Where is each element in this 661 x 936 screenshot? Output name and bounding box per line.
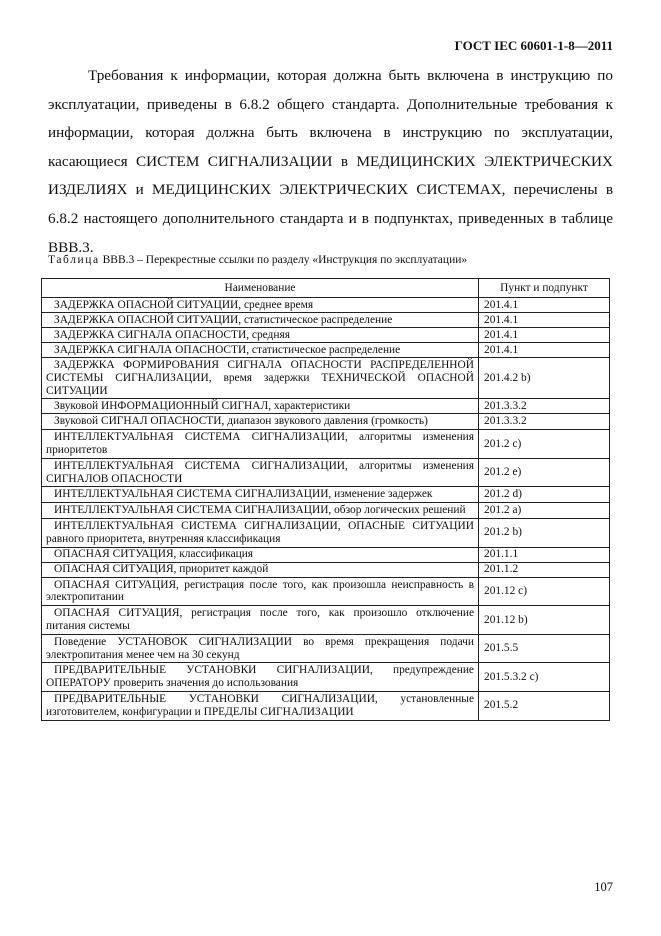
row-ref-cell: 201.5.2 [479,691,610,720]
table-row [42,430,610,459]
table-row [42,518,610,547]
table-row [42,577,610,606]
row-name-cell: ОПАСНАЯ СИТУАЦИЯ, приоритет каждой [42,562,479,577]
row-name-cell: ЗАДЕРЖКА СИГНАЛА ОПАСНОСТИ, статистическое распределение [42,343,479,358]
row-name-cell: ИНТЕЛЛЕКТУАЛЬНАЯ СИСТЕМА СИГНАЛИЗАЦИИ, изменение задержек [42,487,479,503]
table-row [42,414,610,430]
column-header-ref: Пункт и подпункт [479,279,610,298]
table-caption [48,254,618,266]
table-row [42,691,610,720]
row-ref-cell: 201.5.3.2 c) [479,663,610,692]
table-row [42,503,610,519]
row-name-cell: ЗАДЕРЖКА ОПАСНОЙ СИТУАЦИИ, статистическое распределение [42,313,479,328]
row-name-cell: Звуковой СИГНАЛ ОПАСНОСТИ, диапазон звукового давления (громкость) [42,414,479,430]
table-row [42,458,610,487]
row-ref-cell: 201.3.3.2 [479,414,610,430]
table-row [42,663,610,692]
row-ref-cell: 201.2 d) [479,487,610,503]
table-row [42,343,610,358]
row-ref-cell: 201.3.3.2 [479,399,610,414]
row-ref-cell: 201.12 c) [479,577,610,606]
table-row [42,547,610,562]
row-name-cell: ИНТЕЛЛЕКТУАЛЬНАЯ СИСТЕМА СИГНАЛИЗАЦИИ, ОПАСНЫЕ СИТУАЦИИ равного приоритета, внутренняя классификация [42,518,479,547]
row-name-cell: ЗАДЕРЖКА ФОРМИРОВАНИЯ СИГНАЛА ОПАСНОСТИ РАСПРЕДЕЛЕННОЙ СИСТЕМЫ СИГНАЛИЗАЦИИ, время задержки ТЕХНИЧЕСКОЙ ОПАСНОЙ СИТУАЦИИ [42,358,479,399]
table-row [42,313,610,328]
table-row [42,328,610,343]
row-ref-cell: 201.4.1 [479,343,610,358]
row-ref-cell: 201.1.1 [479,547,610,562]
row-name-cell: ИНТЕЛЛЕКТУАЛЬНАЯ СИСТЕМА СИГНАЛИЗАЦИИ, алгоритмы изменения приоритетов [42,430,479,459]
row-ref-cell: 201.2 c) [479,430,610,459]
row-ref-cell: 201.2 e) [479,458,610,487]
row-name-cell: ЗАДЕРЖКА ОПАСНОЙ СИТУАЦИИ, среднее время [42,298,479,313]
row-name-cell: Поведение УСТАНОВОК СИГНАЛИЗАЦИИ во время прекращения подачи электропитания менее чем на 30 секунд [42,634,479,663]
table-caption-text: ВВВ.3 – Перекрестные ссылки по разделу «Инструкция по эксплуатации» [102,254,468,266]
table-caption-label: Таблица [48,254,100,266]
row-ref-cell: 201.4.1 [479,313,610,328]
row-name-cell: ПРЕДВАРИТЕЛЬНЫЕ УСТАНОВКИ СИГНАЛИЗАЦИИ, установленные изготовителем, конфигурации и ПРЕДЕЛЫ СИГНАЛИЗАЦИИ [42,691,479,720]
row-ref-cell: 201.4.1 [479,298,610,313]
row-ref-cell: 201.2 a) [479,503,610,519]
table-row [42,358,610,399]
table-row [42,399,610,414]
row-ref-cell: 201.5.5 [479,634,610,663]
column-header-name: Наименование [42,279,479,298]
row-name-cell: Звуковой ИНФОРМАЦИОННЫЙ СИГНАЛ, характеристики [42,399,479,414]
page-number: 107 [594,880,613,894]
row-name-cell: ОПАСНАЯ СИТУАЦИЯ, классификация [42,547,479,562]
row-name-cell: ИНТЕЛЛЕКТУАЛЬНАЯ СИСТЕМА СИГНАЛИЗАЦИИ, обзор логических решений [42,503,479,519]
row-name-cell: ОПАСНАЯ СИТУАЦИЯ, регистрация после того, как произошла неисправность в электропитании [42,577,479,606]
table-header-row [42,279,610,298]
intro-paragraph: Требования к информации, которая должна быть включена в инструкцию по эксплуатации, приведены в 6.8.2 общего стандарта. Дополнительные требования к информации, которая должна быть включена в инструкцию по эксплуатации, касающиеся СИСТЕМ СИГНАЛИЗАЦИИ в МЕДИЦИНСКИХ ЭЛЕКТРИЧЕСКИХ ИЗДЕЛИЯХ и МЕДИЦИНСКИХ ЭЛЕКТРИЧЕСКИХ СИСТЕМАХ, перечислены в 6.8.2 настоящего дополнительного стандарта и в подпунктах, приведенных в таблице ВВВ.3. [48,67,613,256]
cross-reference-table [41,278,610,721]
table-row [42,487,610,503]
row-ref-cell: 201.1.2 [479,562,610,577]
table-row [42,562,610,577]
row-ref-cell: 201.12 b) [479,606,610,635]
row-name-cell: ЗАДЕРЖКА СИГНАЛА ОПАСНОСТИ, средняя [42,328,479,343]
table-body [42,298,610,721]
row-name-cell: ИНТЕЛЛЕКТУАЛЬНАЯ СИСТЕМА СИГНАЛИЗАЦИИ, алгоритмы изменения СИГНАЛОВ ОПАСНОСТИ [42,458,479,487]
row-name-cell: ОПАСНАЯ СИТУАЦИЯ, регистрация после того, как произошло отключение питания системы [42,606,479,635]
table-row [42,298,610,313]
row-ref-cell: 201.4.1 [479,328,610,343]
table-row [42,634,610,663]
row-ref-cell: 201.2 b) [479,518,610,547]
page-header: ГОСТ IEC 60601-1-8—2011 [454,38,613,53]
table-row [42,606,610,635]
row-ref-cell: 201.4.2 b) [479,358,610,399]
row-name-cell: ПРЕДВАРИТЕЛЬНЫЕ УСТАНОВКИ СИГНАЛИЗАЦИИ, предупреждение ОПЕРАТОРУ проверить значения до использования [42,663,479,692]
